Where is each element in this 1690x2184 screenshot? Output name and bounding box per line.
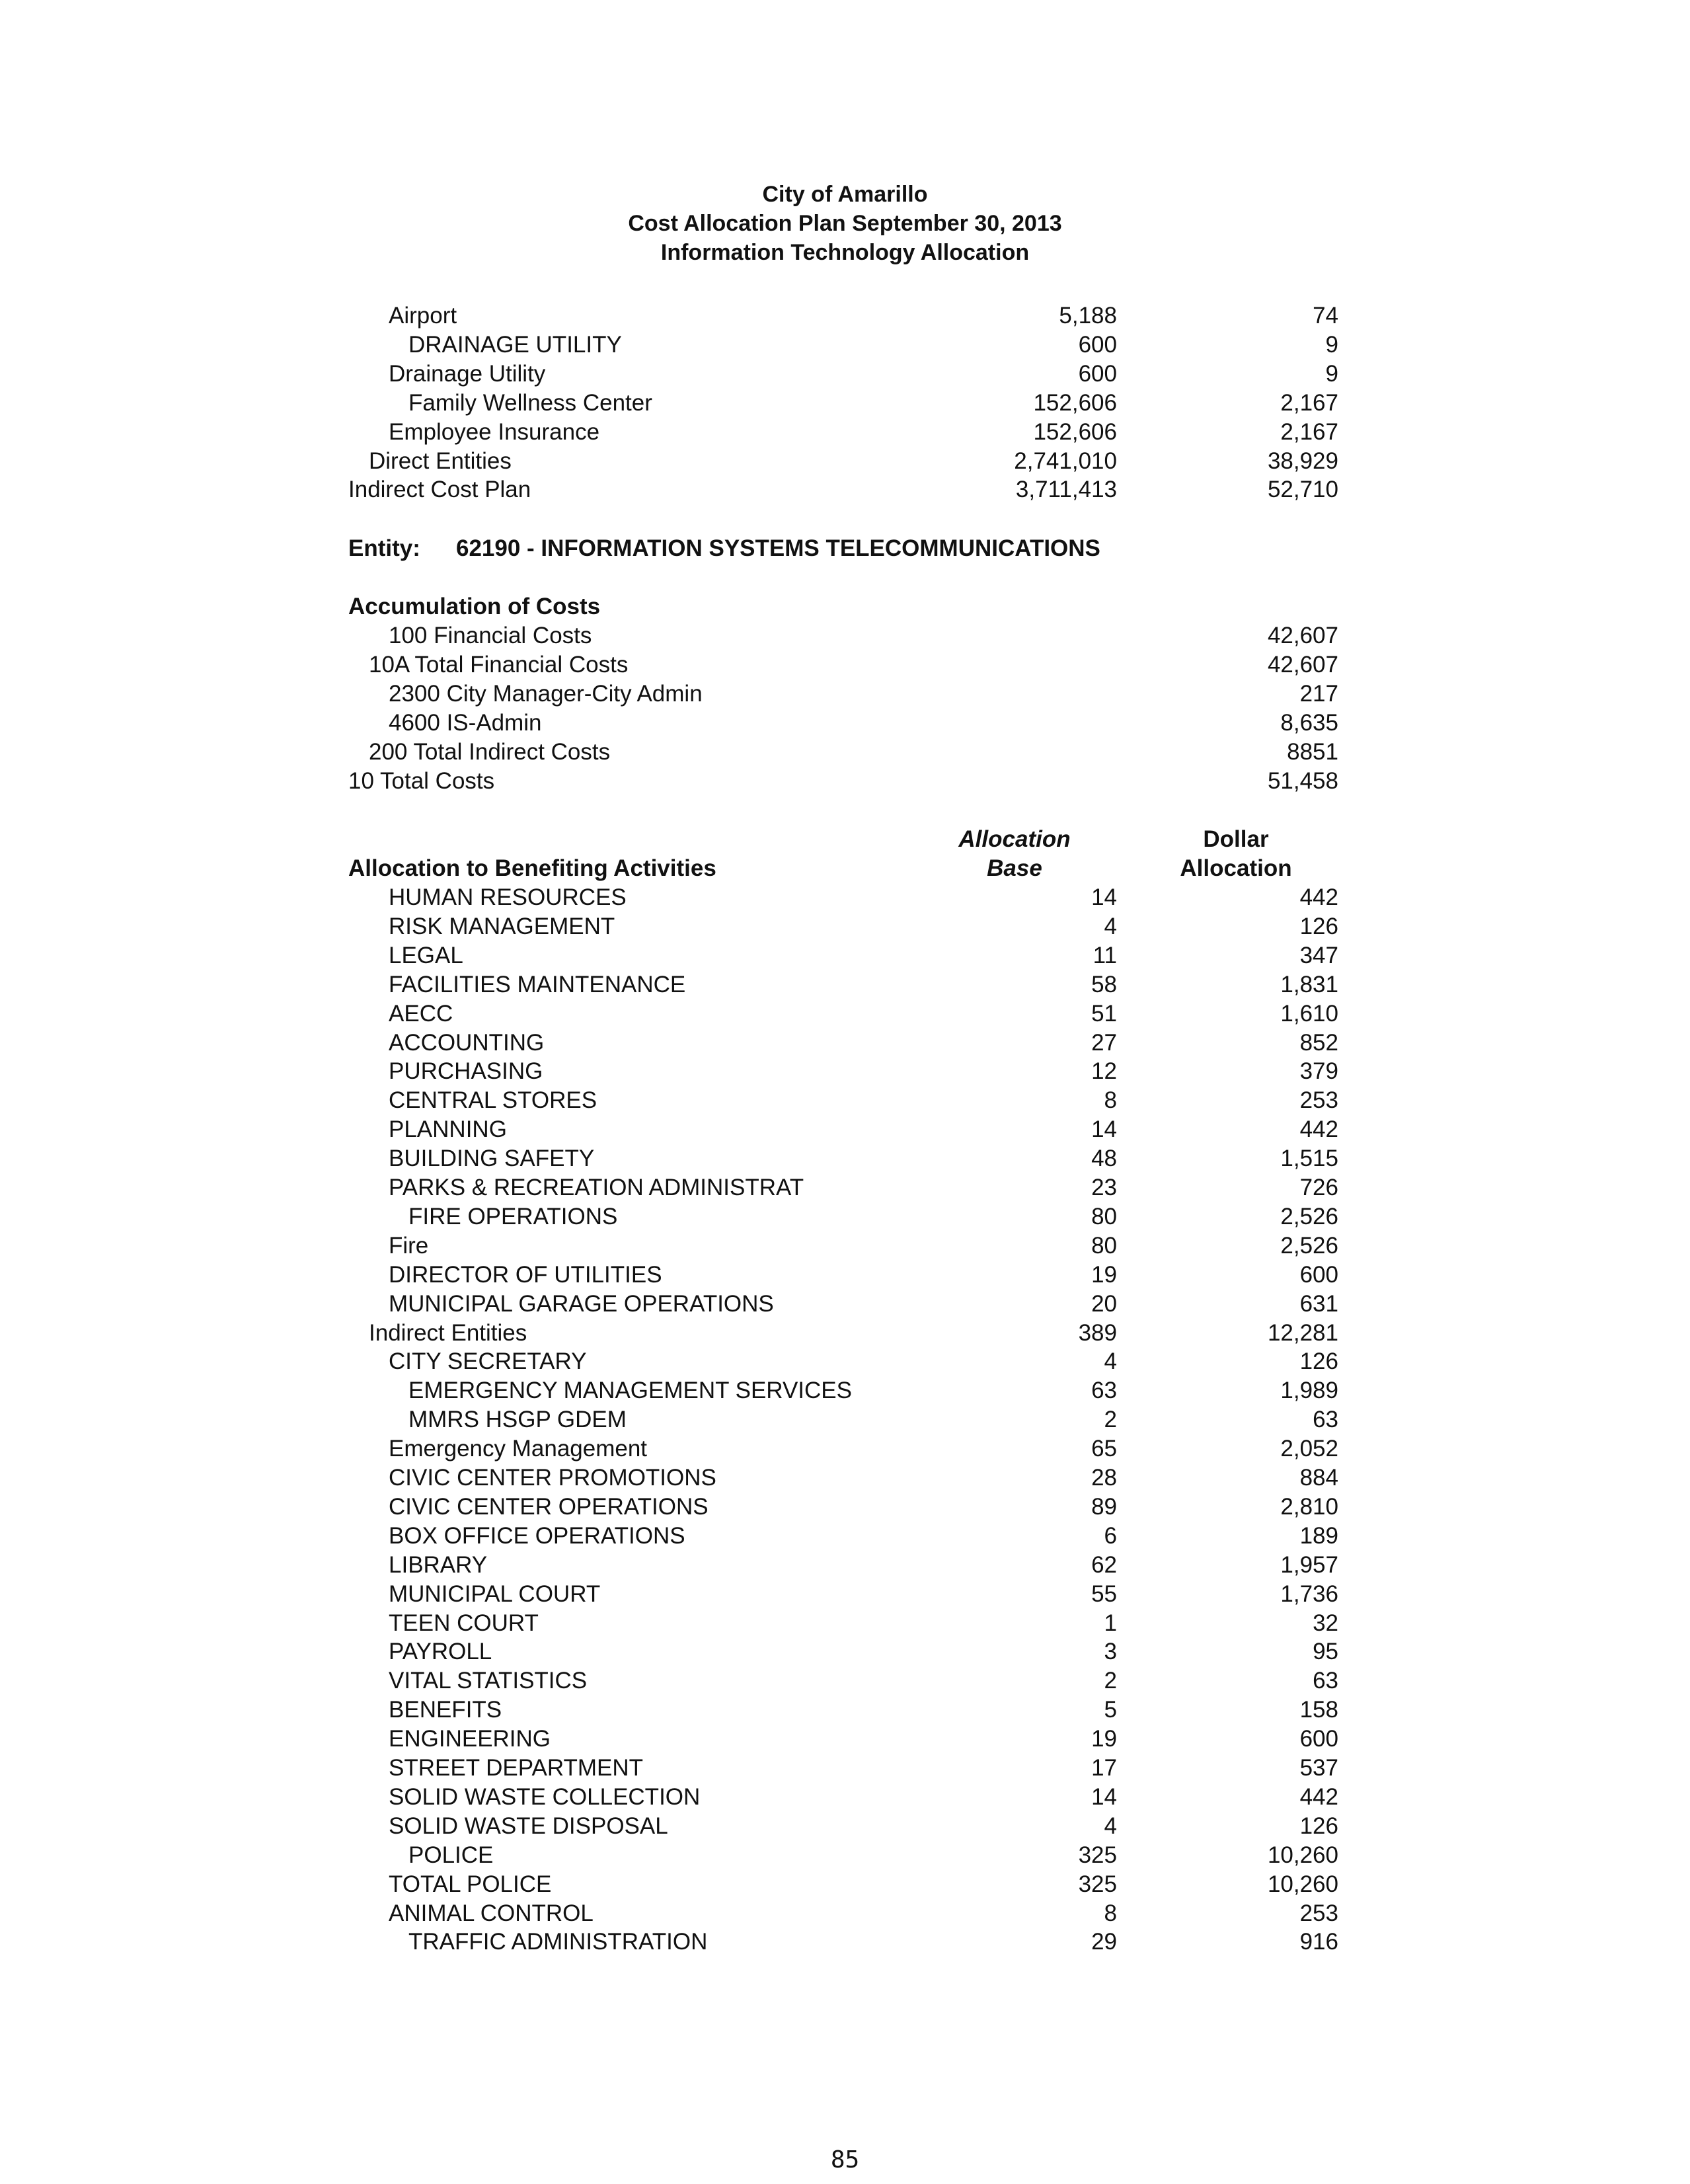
entity-line bbox=[0, 534, 1690, 563]
row-amount: 63 bbox=[1313, 1668, 1338, 1694]
row-base: 17 bbox=[1091, 1755, 1117, 1781]
allocation-row bbox=[0, 1319, 1690, 1348]
row-base: 89 bbox=[1091, 1493, 1117, 1520]
row-amount: 74 bbox=[1313, 303, 1338, 329]
allocation-row bbox=[0, 1290, 1690, 1319]
row-label: AECC bbox=[389, 1000, 453, 1027]
allocation-row bbox=[0, 1029, 1690, 1058]
row-base: 8 bbox=[1104, 1900, 1117, 1926]
row-base: 51 bbox=[1091, 1000, 1117, 1027]
row-base: 48 bbox=[1091, 1146, 1117, 1172]
row-amount: 95 bbox=[1313, 1639, 1338, 1665]
allocation-title: Allocation to Benefiting Activities bbox=[348, 855, 716, 881]
entity-value: 62190 - INFORMATION SYSTEMS TELECOMMUNICATIONS bbox=[456, 535, 1100, 561]
accumulation-title-row bbox=[0, 592, 1690, 621]
dollar-allocation-header-line1: Dollar bbox=[1203, 826, 1269, 852]
row-amount: 2,810 bbox=[1280, 1493, 1338, 1520]
row-amount: 9 bbox=[1325, 331, 1338, 358]
row-base: 62 bbox=[1091, 1551, 1117, 1578]
row-amount: 537 bbox=[1299, 1755, 1338, 1781]
row-base: 3 bbox=[1104, 1639, 1117, 1665]
accumulation-row bbox=[0, 767, 1690, 796]
row-amount: 347 bbox=[1299, 942, 1338, 968]
row-label: 2300 City Manager-City Admin bbox=[389, 680, 703, 707]
row-amount: 852 bbox=[1299, 1029, 1338, 1056]
dollar-allocation-header-line2: Allocation bbox=[1180, 855, 1292, 881]
row-label: BUILDING SAFETY bbox=[389, 1146, 595, 1172]
row-base: 58 bbox=[1091, 971, 1117, 997]
allocation-row bbox=[0, 883, 1690, 912]
row-amount: 600 bbox=[1299, 1261, 1338, 1288]
row-label: PLANNING bbox=[389, 1116, 507, 1143]
row-amount: 1,989 bbox=[1280, 1378, 1338, 1404]
top-table-row bbox=[0, 360, 1690, 389]
allocation-row bbox=[0, 1928, 1690, 1957]
allocation-row bbox=[0, 1376, 1690, 1405]
row-label: RISK MANAGEMENT bbox=[389, 913, 615, 939]
row-amount: 38,929 bbox=[1267, 448, 1338, 474]
row-amount: 32 bbox=[1313, 1610, 1338, 1636]
row-label: ANIMAL CONTROL bbox=[389, 1900, 594, 1926]
row-base: 55 bbox=[1091, 1580, 1117, 1607]
row-amount: 10,260 bbox=[1267, 1842, 1338, 1868]
row-amount: 442 bbox=[1299, 1116, 1338, 1143]
row-base: 325 bbox=[1078, 1871, 1117, 1897]
row-base: 5,188 bbox=[1059, 303, 1117, 329]
row-amount: 1,610 bbox=[1280, 1000, 1338, 1027]
allocation-row bbox=[0, 1086, 1690, 1115]
row-base: 27 bbox=[1091, 1029, 1117, 1056]
row-amount: 52,710 bbox=[1267, 477, 1338, 503]
row-label: DRAINAGE UTILITY bbox=[408, 331, 622, 358]
allocation-row bbox=[0, 941, 1690, 970]
row-amount: 2,526 bbox=[1280, 1203, 1338, 1229]
row-label: 4600 IS-Admin bbox=[389, 709, 542, 736]
row-amount: 1,515 bbox=[1280, 1146, 1338, 1172]
allocation-row bbox=[0, 1144, 1690, 1173]
row-label: Direct Entities bbox=[369, 448, 512, 474]
allocation-row bbox=[0, 912, 1690, 941]
row-amount: 253 bbox=[1299, 1900, 1338, 1926]
row-base: 8 bbox=[1104, 1087, 1117, 1114]
row-label: TEEN COURT bbox=[389, 1610, 539, 1636]
row-base: 20 bbox=[1091, 1290, 1117, 1317]
row-base: 389 bbox=[1078, 1319, 1117, 1346]
row-label: Employee Insurance bbox=[389, 418, 600, 445]
page-number: 85 bbox=[830, 2146, 860, 2173]
accumulation-row bbox=[0, 621, 1690, 650]
row-amount: 726 bbox=[1299, 1175, 1338, 1200]
row-label: PAYROLL bbox=[389, 1639, 492, 1665]
top-table-row bbox=[0, 389, 1690, 418]
allocation-base-header-line1: Allocation bbox=[958, 826, 1071, 852]
row-base: 80 bbox=[1091, 1232, 1117, 1259]
row-label: ENGINEERING bbox=[389, 1726, 551, 1752]
row-base: 65 bbox=[1091, 1436, 1117, 1462]
row-amount: 63 bbox=[1313, 1407, 1338, 1433]
row-base: 14 bbox=[1091, 1783, 1117, 1810]
row-amount: 1,957 bbox=[1280, 1551, 1338, 1578]
row-base: 29 bbox=[1091, 1929, 1117, 1955]
row-label: DIRECTOR OF UTILITIES bbox=[389, 1261, 662, 1288]
allocation-row bbox=[0, 1434, 1690, 1463]
row-label: 100 Financial Costs bbox=[389, 623, 592, 648]
allocation-row bbox=[0, 1637, 1690, 1666]
row-amount: 916 bbox=[1299, 1929, 1338, 1955]
row-label: Indirect Cost Plan bbox=[348, 477, 531, 503]
row-base: 63 bbox=[1091, 1378, 1117, 1404]
row-amount: 217 bbox=[1299, 680, 1338, 707]
allocation-row bbox=[0, 1173, 1690, 1202]
row-amount: 12,281 bbox=[1267, 1319, 1338, 1346]
allocation-row bbox=[0, 1347, 1690, 1376]
row-amount: 2,167 bbox=[1280, 389, 1338, 416]
row-base: 600 bbox=[1078, 331, 1117, 358]
row-amount: 1,831 bbox=[1280, 971, 1338, 997]
row-base: 28 bbox=[1091, 1465, 1117, 1491]
row-label: FACILITIES MAINTENANCE bbox=[389, 971, 686, 997]
row-amount: 126 bbox=[1299, 913, 1338, 939]
header-section-title: Information Technology Allocation bbox=[660, 240, 1030, 265]
row-amount: 631 bbox=[1299, 1290, 1338, 1317]
row-label: 10 Total Costs bbox=[348, 767, 495, 794]
row-amount: 442 bbox=[1299, 884, 1338, 910]
row-label: LIBRARY bbox=[389, 1551, 488, 1578]
header-title: City of Amarillo bbox=[762, 182, 928, 207]
row-base: 1 bbox=[1104, 1610, 1117, 1636]
row-base: 2 bbox=[1104, 1407, 1117, 1433]
row-amount: 42,607 bbox=[1267, 623, 1338, 648]
row-label: Indirect Entities bbox=[369, 1319, 527, 1346]
row-amount: 9 bbox=[1325, 360, 1338, 387]
row-label: PURCHASING bbox=[389, 1058, 543, 1085]
allocation-row bbox=[0, 1493, 1690, 1522]
row-label: Fire bbox=[389, 1232, 429, 1259]
row-base: 325 bbox=[1078, 1842, 1117, 1868]
allocation-row bbox=[0, 1551, 1690, 1580]
allocation-row bbox=[0, 1580, 1690, 1609]
row-amount: 158 bbox=[1299, 1697, 1338, 1723]
row-label: LEGAL bbox=[389, 942, 463, 968]
row-base: 5 bbox=[1104, 1697, 1117, 1723]
row-base: 4 bbox=[1104, 1813, 1117, 1839]
top-table-row bbox=[0, 447, 1690, 476]
row-amount: 884 bbox=[1299, 1465, 1338, 1491]
row-label: TRAFFIC ADMINISTRATION bbox=[408, 1929, 708, 1955]
row-label: VITAL STATISTICS bbox=[389, 1668, 588, 1694]
accumulation-row bbox=[0, 650, 1690, 680]
row-base: 23 bbox=[1091, 1175, 1117, 1200]
row-label: ACCOUNTING bbox=[389, 1029, 545, 1056]
row-amount: 1,736 bbox=[1280, 1580, 1338, 1607]
row-label: BENEFITS bbox=[389, 1697, 502, 1723]
row-amount: 442 bbox=[1299, 1783, 1338, 1810]
allocation-row bbox=[0, 1870, 1690, 1899]
row-amount: 8,635 bbox=[1280, 709, 1338, 736]
entity-label: Entity: bbox=[348, 535, 420, 561]
allocation-row bbox=[0, 1115, 1690, 1144]
allocation-row bbox=[0, 1231, 1690, 1261]
row-base: 11 bbox=[1093, 942, 1117, 968]
row-label: BOX OFFICE OPERATIONS bbox=[389, 1522, 685, 1549]
row-label: MUNICIPAL COURT bbox=[389, 1580, 601, 1607]
allocation-row bbox=[0, 1696, 1690, 1725]
row-label: Emergency Management bbox=[389, 1436, 648, 1462]
row-amount: 126 bbox=[1299, 1348, 1338, 1375]
row-label: PARKS & RECREATION ADMINISTRAT bbox=[389, 1175, 804, 1200]
allocation-row bbox=[0, 1841, 1690, 1870]
top-table-row bbox=[0, 331, 1690, 360]
row-label: FIRE OPERATIONS bbox=[408, 1203, 618, 1229]
row-label: TOTAL POLICE bbox=[389, 1871, 552, 1897]
row-amount: 8851 bbox=[1287, 738, 1338, 765]
row-base: 152,606 bbox=[1033, 418, 1117, 445]
accumulation-title: Accumulation of Costs bbox=[348, 594, 601, 619]
row-label: EMERGENCY MANAGEMENT SERVICES bbox=[408, 1378, 852, 1404]
allocation-title-row bbox=[0, 854, 1690, 883]
allocation-row bbox=[0, 1609, 1690, 1638]
row-amount: 2,167 bbox=[1280, 418, 1338, 445]
row-amount: 126 bbox=[1299, 1813, 1338, 1839]
row-label: CENTRAL STORES bbox=[389, 1087, 597, 1114]
allocation-row bbox=[0, 1899, 1690, 1928]
row-base: 3,711,413 bbox=[1015, 477, 1117, 503]
row-label: STREET DEPARTMENT bbox=[389, 1755, 644, 1781]
row-base: 14 bbox=[1091, 1116, 1117, 1143]
row-amount: 189 bbox=[1299, 1522, 1338, 1549]
row-label: MMRS HSGP GDEM bbox=[408, 1407, 627, 1433]
row-base: 600 bbox=[1078, 360, 1117, 387]
allocation-base-header-line2: Base bbox=[987, 855, 1042, 881]
row-base: 152,606 bbox=[1033, 389, 1117, 416]
header-subtitle: Cost Allocation Plan September 30, 2013 bbox=[628, 211, 1062, 236]
accumulation-row bbox=[0, 709, 1690, 738]
row-label: CIVIC CENTER PROMOTIONS bbox=[389, 1465, 716, 1491]
allocation-row bbox=[0, 1057, 1690, 1086]
row-amount: 51,458 bbox=[1267, 767, 1338, 794]
row-label: POLICE bbox=[408, 1842, 494, 1868]
accumulation-row bbox=[0, 680, 1690, 709]
row-base: 14 bbox=[1091, 884, 1117, 910]
allocation-row bbox=[0, 970, 1690, 999]
row-label: HUMAN RESOURCES bbox=[389, 884, 627, 910]
allocation-row bbox=[0, 1405, 1690, 1434]
row-base: 6 bbox=[1104, 1522, 1117, 1549]
row-amount: 42,607 bbox=[1267, 651, 1338, 678]
allocation-row bbox=[0, 1754, 1690, 1783]
allocation-row bbox=[0, 999, 1690, 1029]
row-base: 2,741,010 bbox=[1014, 448, 1117, 474]
allocation-row bbox=[0, 1202, 1690, 1231]
document-header bbox=[0, 180, 1690, 267]
row-base: 4 bbox=[1104, 1348, 1117, 1375]
row-amount: 10,260 bbox=[1267, 1871, 1338, 1897]
row-amount: 379 bbox=[1299, 1058, 1338, 1085]
row-label: Drainage Utility bbox=[389, 360, 546, 387]
row-base: 19 bbox=[1091, 1726, 1117, 1752]
row-amount: 253 bbox=[1299, 1087, 1338, 1114]
allocation-row bbox=[0, 1783, 1690, 1812]
allocation-row bbox=[0, 1463, 1690, 1493]
row-base: 12 bbox=[1091, 1058, 1117, 1085]
row-base: 19 bbox=[1091, 1261, 1117, 1288]
allocation-row bbox=[0, 1666, 1690, 1696]
row-base: 80 bbox=[1091, 1203, 1117, 1229]
allocation-row bbox=[0, 1522, 1690, 1551]
row-base: 4 bbox=[1104, 913, 1117, 939]
allocation-row bbox=[0, 1725, 1690, 1754]
row-label: Family Wellness Center bbox=[408, 389, 652, 416]
top-table-row bbox=[0, 301, 1690, 331]
row-label: CITY SECRETARY bbox=[389, 1348, 587, 1375]
allocation-row bbox=[0, 1261, 1690, 1290]
accumulation-row bbox=[0, 738, 1690, 767]
row-amount: 2,526 bbox=[1280, 1232, 1338, 1259]
allocation-row bbox=[0, 1812, 1690, 1841]
row-amount: 2,052 bbox=[1280, 1436, 1338, 1462]
row-label: 200 Total Indirect Costs bbox=[369, 738, 611, 765]
row-label: Airport bbox=[389, 303, 457, 329]
row-label: SOLID WASTE DISPOSAL bbox=[389, 1813, 668, 1839]
row-label: 10A Total Financial Costs bbox=[369, 651, 629, 678]
row-label: MUNICIPAL GARAGE OPERATIONS bbox=[389, 1290, 774, 1317]
row-base: 2 bbox=[1104, 1668, 1117, 1694]
top-table-row bbox=[0, 475, 1690, 504]
row-label: SOLID WASTE COLLECTION bbox=[389, 1783, 701, 1810]
top-table-row bbox=[0, 418, 1690, 447]
row-amount: 600 bbox=[1299, 1726, 1338, 1752]
row-label: CIVIC CENTER OPERATIONS bbox=[389, 1493, 709, 1520]
